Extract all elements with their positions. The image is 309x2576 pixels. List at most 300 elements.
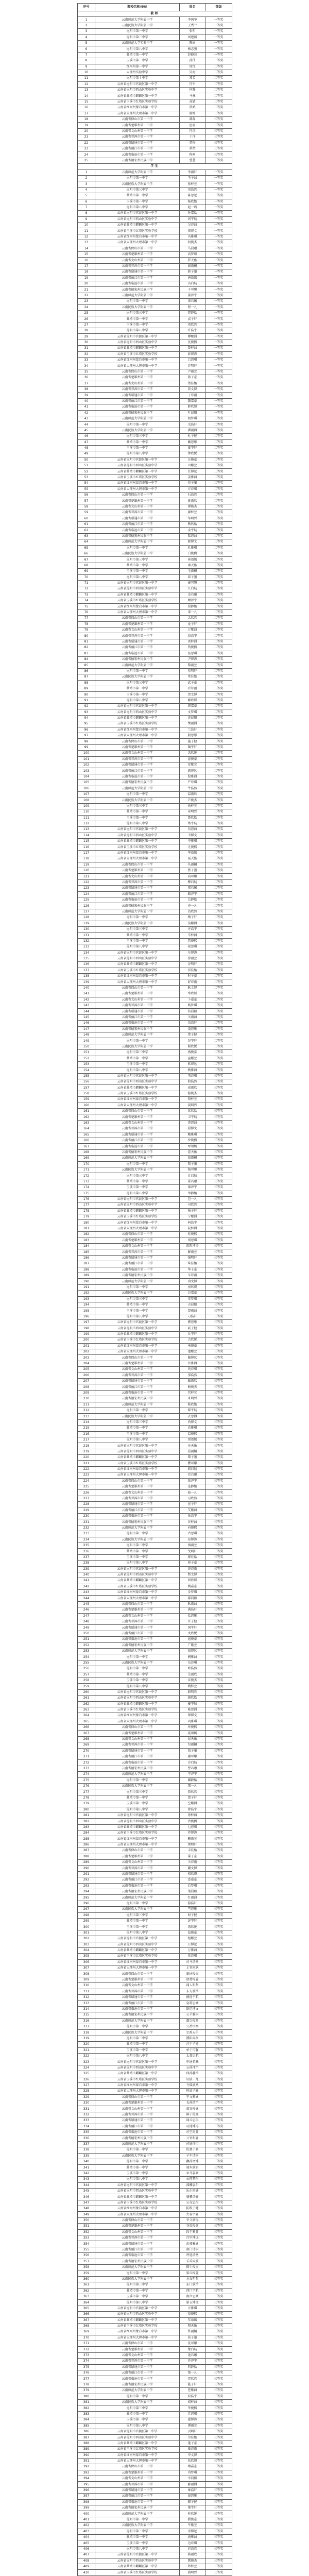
table-row xyxy=(78,1249,232,1255)
cell-index: 193 xyxy=(78,1296,95,1302)
cell-index: 287 xyxy=(78,1848,95,1854)
cell-index: 290 xyxy=(78,1866,95,1871)
table-row xyxy=(78,1396,232,1402)
table-row xyxy=(78,1419,232,1425)
cell-index: 263 xyxy=(78,1707,95,1713)
cell-name: 杨志强 xyxy=(180,46,205,52)
cell-index: 382 xyxy=(78,2405,95,2411)
cell-level: 一等奖 xyxy=(205,316,232,322)
cell-index: 47 xyxy=(78,439,95,445)
table-row xyxy=(78,1696,232,1701)
cell-school: 云南省红河州蒙自市第一中学 xyxy=(95,2452,180,2458)
cell-name: 查思涵 xyxy=(180,1120,205,1126)
cell-name: 亓官明轩 xyxy=(180,2136,205,2141)
table-row xyxy=(78,2376,232,2382)
cell-index: 110 xyxy=(78,809,95,815)
table-row xyxy=(78,1819,232,1824)
cell-name: 终诗雨 xyxy=(180,1566,205,1572)
cell-name: 利梓萱 xyxy=(180,1684,205,1689)
cell-school: 云南省文山州第一中学 xyxy=(95,628,180,633)
cell-school: 云南省昆明市官渡区第一中学 xyxy=(95,334,180,340)
table-row xyxy=(78,1549,232,1554)
cell-school: 云南师范大学附属中学 xyxy=(95,416,180,421)
cell-level: 三等奖 xyxy=(205,1801,232,1807)
table-row xyxy=(78,1379,232,1384)
cell-school: 云南省文山州第一中学 xyxy=(95,874,180,879)
table-row xyxy=(78,416,232,421)
cell-index: 328 xyxy=(78,2089,95,2094)
cell-index: 165 xyxy=(78,1132,95,1138)
cell-index: 111 xyxy=(78,815,95,821)
cell-name: 畅俊杰 xyxy=(180,1384,205,1390)
cell-school: 昆明市第一中学 xyxy=(95,2517,180,2522)
cell-index: 347 xyxy=(78,2200,95,2206)
cell-level: 二等奖 xyxy=(205,545,232,551)
cell-name: 袁子轩 xyxy=(180,316,205,322)
cell-name: 冉梦琪 xyxy=(180,2470,205,2476)
cell-index: 106 xyxy=(78,786,95,791)
cell-level: 三等奖 xyxy=(205,2206,232,2212)
cell-school: 曲靖市第一中学 xyxy=(95,193,180,199)
cell-name: 谭雨萱 xyxy=(180,2423,205,2429)
cell-school: 云南省保山市第一中学 xyxy=(95,1109,180,1114)
cell-name: 冯涛 xyxy=(180,128,205,134)
cell-name: 时子豪 xyxy=(180,974,205,979)
table-row xyxy=(78,88,232,93)
table-row xyxy=(78,1965,232,1971)
table-row xyxy=(78,2399,232,2405)
cell-name: 尤俊熙 xyxy=(180,844,205,850)
cell-index: 53 xyxy=(78,474,95,480)
cell-name: 文欣悦 xyxy=(180,1631,205,1636)
table-row xyxy=(78,645,232,651)
cell-index: 274 xyxy=(78,1772,95,1777)
cell-level: 三等奖 xyxy=(205,1196,232,1202)
cell-school: 云南省红河州蒙自市第一中学 xyxy=(95,1836,180,1842)
cell-school: 云南师范大学附属中学 xyxy=(95,1895,180,1901)
cell-school: 云南省临沧市第一中学 xyxy=(95,404,180,410)
table-row xyxy=(78,2429,232,2434)
cell-index: 180 xyxy=(78,1220,95,1226)
cell-index: 52 xyxy=(78,469,95,474)
table-row xyxy=(78,933,232,938)
cell-index: 186 xyxy=(78,1255,95,1261)
cell-school: 云南省昭通市第一中学 xyxy=(95,1995,180,2001)
cell-index: 112 xyxy=(78,821,95,826)
table-row xyxy=(78,1566,232,1572)
table-row xyxy=(78,674,232,680)
cell-school: 昆明市第八中学 xyxy=(95,46,180,52)
cell-level: 二等奖 xyxy=(205,985,232,991)
cell-index: 7 xyxy=(78,205,95,210)
cell-school: 云南省文山州第一中学 xyxy=(95,1244,180,1249)
cell-index: 69 xyxy=(78,569,95,574)
cell-name: 汪俊豪 xyxy=(180,457,205,463)
cell-level: 三等奖 xyxy=(205,1572,232,1578)
cell-school: 云南省文山州第一中学 xyxy=(95,128,180,134)
cell-school: 云南省临沧市第一中学 xyxy=(95,2253,180,2259)
cell-name: 陈思远 xyxy=(180,193,205,199)
table-row xyxy=(78,1185,232,1191)
cell-school: 曲靖市第一中学 xyxy=(95,1918,180,1924)
cell-name: 乜思琪 xyxy=(180,1824,205,1830)
cell-index: 11 xyxy=(78,76,95,81)
cell-level: 三等奖 xyxy=(205,1267,232,1273)
table-row xyxy=(78,2106,232,2112)
cell-school: 云南省昭通市第一中学 xyxy=(95,1748,180,1754)
table-row xyxy=(78,1402,232,1408)
cell-school: 云南省文山州第一中学 xyxy=(95,381,180,386)
cell-name: 欧浩然 xyxy=(180,1666,205,1672)
table-row xyxy=(78,2100,232,2106)
table-row xyxy=(78,879,232,885)
table-row xyxy=(78,1525,232,1531)
table-row xyxy=(78,1666,232,1672)
cell-name: 申文博 xyxy=(180,2452,205,2458)
cell-school: 云南师范大学附属中学 xyxy=(95,2511,180,2517)
cell-index: 144 xyxy=(78,1009,95,1014)
cell-name: 漆雕晨阳 xyxy=(180,2182,205,2188)
cell-name: 桑宇轩 xyxy=(180,2505,205,2511)
cell-level: 一等奖 xyxy=(205,252,232,258)
cell-index: 19 xyxy=(78,275,95,281)
cell-index: 5 xyxy=(78,193,95,199)
cell-level: 二等奖 xyxy=(205,850,232,856)
cell-school: 云南省丽江市第一中学 xyxy=(95,2494,180,2499)
cell-level: 二等奖 xyxy=(205,903,232,909)
cell-name: 贺文博 xyxy=(180,692,205,698)
cell-school: 云南省临沧市第一中学 xyxy=(95,1144,180,1149)
table-row xyxy=(78,1490,232,1496)
table-row xyxy=(78,299,232,304)
cell-index: 41 xyxy=(78,404,95,410)
cell-index: 75 xyxy=(78,604,95,609)
cell-index: 38 xyxy=(78,387,95,393)
table-row xyxy=(78,821,232,826)
cell-school: 云南省普洱市第一中学 xyxy=(95,387,180,393)
cell-index: 223 xyxy=(78,1472,95,1478)
cell-index: 179 xyxy=(78,1214,95,1220)
cell-name: 韩子墨 xyxy=(180,269,205,275)
cell-name: 寿博远 xyxy=(180,2529,205,2534)
table-row xyxy=(78,2534,232,2540)
cell-name: 沈可馨 xyxy=(180,2341,205,2347)
table-row xyxy=(78,2229,232,2235)
cell-index: 344 xyxy=(78,2182,95,2188)
cell-name: 农雅琪 xyxy=(180,1426,205,1431)
cell-name: 左博涛 xyxy=(180,950,205,956)
cell-school: 云南省丽江市第一中学 xyxy=(95,398,180,404)
cell-level: 三等奖 xyxy=(205,1226,232,1231)
table-row xyxy=(78,1472,232,1478)
cell-school: 云南省昆明市官渡区第一中学 xyxy=(95,950,180,956)
table-row xyxy=(78,2476,232,2482)
table-row xyxy=(78,1584,232,1589)
cell-school: 云南省普洱市第一中学 xyxy=(95,633,180,639)
table-row xyxy=(78,1291,232,1296)
table-row xyxy=(78,2001,232,2006)
table-row xyxy=(78,445,232,451)
cell-school: 云南省保山市第一中学 xyxy=(95,1848,180,1854)
cell-school: 云南省昆明市官渡区第一中学 xyxy=(95,2059,180,2065)
cell-index: 4 xyxy=(78,187,95,193)
table-row xyxy=(78,1677,232,1683)
cell-index: 254 xyxy=(78,1654,95,1660)
cell-level: 一等奖 xyxy=(205,287,232,293)
cell-school: 昆明市第三中学 xyxy=(95,1419,180,1425)
cell-index: 353 xyxy=(78,2235,95,2241)
cell-level: 三等奖 xyxy=(205,1449,232,1454)
cell-name: 霍天佑 xyxy=(180,1149,205,1155)
cell-name: 耿雨涵 xyxy=(180,1601,205,1607)
cell-level: 二等奖 xyxy=(205,868,232,874)
cell-school: 云南省临沧市第一中学 xyxy=(95,1267,180,1273)
cell-index: 87 xyxy=(78,674,95,680)
cell-name: 那一凡 xyxy=(180,1783,205,1789)
cell-school: 云南省曲靖市麒麟区第一中学 xyxy=(95,592,180,598)
cell-name: 吉晨阳 xyxy=(180,1302,205,1308)
cell-school: 云南省昆明市官渡区第一中学 xyxy=(95,1196,180,1202)
cell-name: 闻梓涵 xyxy=(180,2399,205,2405)
cell-school: 玉溪市第一中学 xyxy=(95,2294,180,2299)
cell-index: 410 xyxy=(78,2570,95,2575)
cell-school: 云南省玉溪市红塔区实验学校 xyxy=(95,228,180,234)
cell-school: 云南省昆明市西山区实验中学 xyxy=(95,1572,180,1578)
cell-school: 云南省昭通市第一中学 xyxy=(95,2487,180,2493)
table-row xyxy=(78,1866,232,1871)
cell-level: 二等奖 xyxy=(205,609,232,615)
table-row xyxy=(78,334,232,340)
cell-index: 96 xyxy=(78,727,95,733)
cell-level: 一等奖 xyxy=(205,346,232,351)
cell-name: 甘启航 xyxy=(180,1173,205,1179)
table-row xyxy=(78,2235,232,2241)
cell-level: 二等奖 xyxy=(205,1026,232,1032)
cell-level: 三等奖 xyxy=(205,1889,232,1895)
cell-name: 程一凡 xyxy=(180,304,205,310)
cell-school: 云南师范大学附属中学 xyxy=(95,293,180,298)
cell-school: 云南省昆明市西山区实验中学 xyxy=(95,1449,180,1454)
table-row xyxy=(78,563,232,568)
cell-name: 易明轩 xyxy=(180,668,205,674)
cell-index: 14 xyxy=(78,246,95,251)
cell-index: 373 xyxy=(78,2352,95,2358)
cell-level: 一等奖 xyxy=(205,351,232,357)
cell-name: 臧雨欣 xyxy=(180,1379,205,1384)
cell-name: 罗天佑 xyxy=(180,258,205,263)
cell-index: 374 xyxy=(78,2359,95,2364)
cell-level: 二等奖 xyxy=(205,733,232,739)
cell-school: 云南省曲靖市麒麟区第一中学 xyxy=(95,1947,180,1953)
cell-index: 352 xyxy=(78,2229,95,2235)
table-row xyxy=(78,2094,232,2100)
table-row xyxy=(78,868,232,874)
cell-index: 40 xyxy=(78,398,95,404)
cell-name: 范子墨 xyxy=(180,481,205,486)
table-row xyxy=(78,721,232,727)
cell-name: 郑芳 xyxy=(180,76,205,81)
cell-level: 一等奖 xyxy=(205,17,232,23)
table-row xyxy=(78,1848,232,1854)
cell-index: 9 xyxy=(78,216,95,222)
cell-school: 玉溪市第一中学 xyxy=(95,2540,180,2546)
table-row xyxy=(78,246,232,251)
cell-level: 二等奖 xyxy=(205,445,232,451)
cell-index: 175 xyxy=(78,1191,95,1196)
cell-level: 一等奖 xyxy=(205,410,232,416)
cell-index: 253 xyxy=(78,1648,95,1654)
cell-index: 25 xyxy=(78,158,95,163)
cell-level: 三等奖 xyxy=(205,1807,232,1812)
cell-name: 隋子墨 xyxy=(180,1161,205,1167)
cell-name: 姬诗雨 xyxy=(180,2447,205,2452)
cell-index: 378 xyxy=(78,2382,95,2387)
table-row xyxy=(78,1343,232,1349)
cell-level: 二等奖 xyxy=(205,504,232,510)
cell-name: 第五博文 xyxy=(180,2300,205,2306)
cell-index: 85 xyxy=(78,663,95,668)
cell-name: 汤思琪 xyxy=(180,651,205,656)
cell-name: 唐丽 xyxy=(180,123,205,128)
table-row xyxy=(78,128,232,134)
cell-school: 云南省昆明市西山区实验中学 xyxy=(95,2188,180,2194)
cell-name: 敖子墨 xyxy=(180,1748,205,1754)
cell-level: 三等奖 xyxy=(205,1496,232,1501)
cell-school: 云南省临沧市第一中学 xyxy=(95,1883,180,1889)
cell-name: 闾丘思琪 xyxy=(180,2118,205,2124)
table-row xyxy=(78,1860,232,1866)
cell-name: 晋雅涵 xyxy=(180,1361,205,1366)
cell-school: 云南省德宏州民族中学 xyxy=(95,903,180,909)
cell-name: 谭俊杰 xyxy=(180,504,205,510)
cell-level: 二等奖 xyxy=(205,457,232,463)
table-row xyxy=(78,628,232,633)
cell-school: 云南省玉溪市红塔区实验学校 xyxy=(95,1707,180,1713)
cell-school: 曲靖市第一中学 xyxy=(95,809,180,815)
table-row xyxy=(78,2347,232,2352)
cell-index: 400 xyxy=(78,2511,95,2517)
table-row xyxy=(78,663,232,668)
cell-index: 8 xyxy=(78,58,95,64)
cell-level: 三等奖 xyxy=(205,2247,232,2252)
cell-index: 380 xyxy=(78,2394,95,2399)
cell-index: 342 xyxy=(78,2171,95,2176)
cell-index: 97 xyxy=(78,733,95,739)
table-row xyxy=(78,680,232,686)
cell-level: 三等奖 xyxy=(205,1871,232,1877)
cell-school: 云南省楚雄州第一中学 xyxy=(95,991,180,997)
cell-name: 李国华 xyxy=(180,17,205,23)
cell-index: 51 xyxy=(78,463,95,469)
cell-index: 272 xyxy=(78,1760,95,1766)
cell-level: 二等奖 xyxy=(205,1044,232,1049)
cell-school: 云南省丽江市第一中学 xyxy=(95,2247,180,2252)
table-row xyxy=(78,240,232,246)
table-row xyxy=(78,569,232,574)
cell-index: 16 xyxy=(78,105,95,111)
table-row xyxy=(78,1977,232,1982)
cell-school: 云南省昭通市第一中学 xyxy=(95,1379,180,1384)
cell-name: 路梦琪 xyxy=(180,1003,205,1009)
cell-school: 云南省楚雄州第一中学 xyxy=(95,2100,180,2106)
cell-school: 昆明市第八中学 xyxy=(95,328,180,334)
cell-school: 云南省楚雄州第一中学 xyxy=(95,2224,180,2229)
cell-index: 222 xyxy=(78,1466,95,1472)
table-row xyxy=(78,909,232,914)
cell-index: 334 xyxy=(78,2124,95,2129)
cell-index: 118 xyxy=(78,856,95,862)
cell-index: 128 xyxy=(78,915,95,921)
table-row xyxy=(78,140,232,146)
cell-level: 三等奖 xyxy=(205,2464,232,2470)
table-row xyxy=(78,1320,232,1326)
table-row xyxy=(78,862,232,868)
cell-school: 云南省保山市第一中学 xyxy=(95,616,180,621)
cell-index: 291 xyxy=(78,1871,95,1877)
cell-index: 148 xyxy=(78,1032,95,1038)
table-row xyxy=(78,968,232,973)
cell-level: 三等奖 xyxy=(205,2341,232,2347)
cell-name: 呼延浩然 xyxy=(180,2253,205,2259)
cell-index: 24 xyxy=(78,152,95,158)
cell-school: 玉溪市第一中学 xyxy=(95,938,180,944)
cell-index: 214 xyxy=(78,1419,95,1425)
cell-index: 101 xyxy=(78,756,95,762)
cell-level: 三等奖 xyxy=(205,1390,232,1396)
cell-level: 三等奖 xyxy=(205,1842,232,1848)
cell-level: 三等奖 xyxy=(205,1854,232,1859)
cell-level: 三等奖 xyxy=(205,2382,232,2387)
cell-index: 225 xyxy=(78,1484,95,1490)
cell-index: 338 xyxy=(78,2147,95,2153)
cell-school: 云南省德宏州民族中学 xyxy=(95,2259,180,2264)
cell-level: 三等奖 xyxy=(205,1965,232,1971)
cell-school: 曲靖市第一中学 xyxy=(95,1672,180,1677)
cell-index: 57 xyxy=(78,498,95,504)
cell-name: 白俊熙 xyxy=(180,551,205,556)
cell-name: 植可馨 xyxy=(180,1167,205,1173)
cell-level: 二等奖 xyxy=(205,962,232,968)
cell-name: 公良思彤 xyxy=(180,2200,205,2206)
table-row xyxy=(78,733,232,739)
cell-index: 48 xyxy=(78,445,95,451)
cell-school: 云南省普洱市第一中学 xyxy=(95,1742,180,1748)
cell-level: 三等奖 xyxy=(205,1672,232,1677)
cell-index: 11 xyxy=(78,228,95,234)
table-row xyxy=(78,2165,232,2171)
cell-school: 云南省德宏州民族中学 xyxy=(95,287,180,293)
table-row xyxy=(78,369,232,375)
cell-school: 云南师范大学附属中学 xyxy=(95,663,180,668)
cell-level: 二等奖 xyxy=(205,974,232,979)
table-row xyxy=(78,1208,232,1214)
table-row xyxy=(78,1079,232,1085)
cell-level: 三等奖 xyxy=(205,1772,232,1777)
cell-school: 云南省楚雄州第一中学 xyxy=(95,2347,180,2352)
table-row xyxy=(78,1014,232,1020)
cell-school: 昆明市第一中学 xyxy=(95,668,180,674)
cell-index: 65 xyxy=(78,545,95,551)
table-row xyxy=(78,1901,232,1906)
cell-index: 284 xyxy=(78,1831,95,1836)
cell-level: 二等奖 xyxy=(205,844,232,850)
table-row xyxy=(78,1273,232,1278)
cell-name: 赵晓燕 xyxy=(180,52,205,58)
cell-level: 三等奖 xyxy=(205,1379,232,1384)
cell-index: 265 xyxy=(78,1719,95,1724)
cell-level: 二等奖 xyxy=(205,1050,232,1056)
cell-name: 仲孙静怡 xyxy=(180,2071,205,2077)
